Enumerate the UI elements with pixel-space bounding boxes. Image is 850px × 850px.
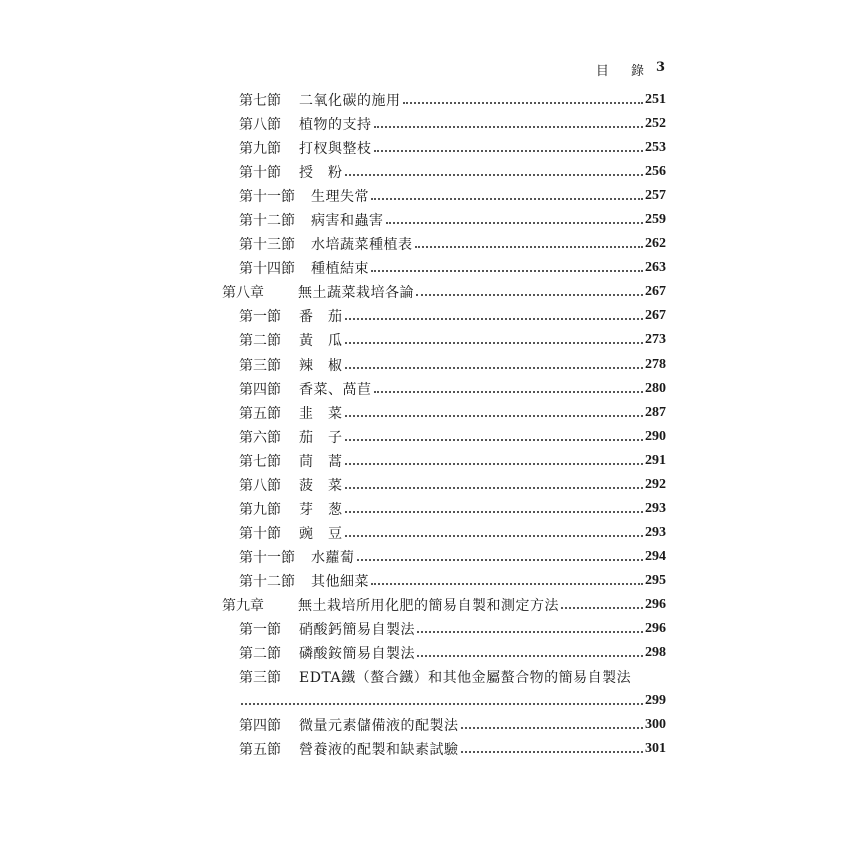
entry-page-number: 280 bbox=[645, 380, 666, 396]
entry-label: 第七節 bbox=[239, 93, 281, 110]
dot-leader bbox=[345, 487, 644, 489]
entry-label: 第十二節 bbox=[239, 213, 295, 230]
entry-label: 第七節 bbox=[239, 453, 281, 470]
entry-title: 茼 蒿 bbox=[299, 453, 343, 470]
toc-section-entry[interactable] bbox=[222, 377, 666, 401]
entry-page-number: 295 bbox=[645, 572, 666, 588]
toc-section-entry[interactable] bbox=[222, 449, 666, 473]
dot-leader bbox=[371, 270, 643, 272]
toc-section-entry[interactable] bbox=[222, 521, 666, 545]
header-page-number: 3 bbox=[655, 60, 665, 75]
toc-section-entry[interactable] bbox=[222, 353, 666, 377]
dot-leader bbox=[386, 222, 644, 224]
dot-leader bbox=[345, 511, 644, 513]
dot-leader bbox=[461, 751, 644, 753]
toc-section-entry[interactable] bbox=[222, 328, 666, 352]
entry-page-number: 251 bbox=[645, 92, 666, 108]
header-title-a: 目 bbox=[595, 64, 609, 79]
entry-label: 第九章 bbox=[222, 598, 264, 614]
entry-page-number: 300 bbox=[645, 717, 666, 733]
toc-chapter-entry[interactable] bbox=[222, 593, 666, 617]
entry-label: 第四節 bbox=[239, 718, 281, 735]
entry-label: 第二節 bbox=[239, 333, 281, 350]
entry-title: 種植結束 bbox=[311, 261, 369, 278]
toc-chapter-entry[interactable] bbox=[222, 280, 666, 304]
entry-label: 第四節 bbox=[239, 381, 281, 398]
dot-leader bbox=[561, 607, 643, 609]
entry-page-number: 267 bbox=[645, 284, 666, 300]
entry-label: 第八章 bbox=[222, 285, 264, 302]
entry-label: 第五節 bbox=[239, 742, 281, 759]
dot-leader bbox=[461, 727, 644, 729]
entry-title: 二氧化碳的施用 bbox=[299, 93, 401, 110]
dot-leader bbox=[345, 535, 644, 537]
entry-title: 無土栽培所用化肥的簡易自製和測定方法 bbox=[298, 598, 559, 614]
entry-title: 茄 子 bbox=[299, 429, 343, 446]
dot-leader bbox=[403, 102, 644, 104]
entry-label: 第十一節 bbox=[239, 189, 295, 206]
entry-title: 水培蔬菜種植表 bbox=[311, 237, 413, 254]
entry-page-number: 290 bbox=[645, 428, 666, 444]
dot-leader bbox=[241, 703, 643, 705]
entry-title: 營養液的配製和缺素試驗 bbox=[299, 742, 459, 759]
entry-title: 芽 葱 bbox=[299, 501, 343, 518]
entry-page-number: 298 bbox=[645, 645, 666, 661]
entry-title: 植物的支持 bbox=[299, 117, 372, 134]
dot-leader bbox=[371, 198, 643, 200]
entry-page-number: 263 bbox=[645, 260, 666, 276]
entry-label: 第九節 bbox=[239, 141, 281, 158]
dot-leader bbox=[374, 126, 644, 128]
entry-page-number: 292 bbox=[645, 476, 666, 492]
toc-section-entry[interactable] bbox=[222, 256, 666, 280]
toc-section-entry[interactable] bbox=[222, 545, 666, 569]
entry-title: 生理失常 bbox=[311, 189, 369, 206]
entry-label: 第八節 bbox=[239, 117, 281, 134]
dot-leader bbox=[415, 246, 644, 248]
entry-label: 第一節 bbox=[239, 622, 281, 639]
entry-label: 第十三節 bbox=[239, 237, 295, 254]
dot-leader bbox=[345, 415, 644, 417]
toc-section-entry[interactable] bbox=[222, 160, 666, 184]
entry-label: 第六節 bbox=[239, 429, 281, 446]
table-of-contents bbox=[222, 88, 666, 761]
entry-title: 菠 菜 bbox=[299, 477, 343, 494]
entry-label: 第五節 bbox=[239, 405, 281, 422]
running-header bbox=[596, 60, 665, 79]
entry-title: 微量元素儲備液的配製法 bbox=[299, 718, 459, 735]
toc-section-entry[interactable] bbox=[222, 136, 666, 160]
toc-section-entry[interactable] bbox=[222, 737, 666, 761]
dot-leader bbox=[345, 463, 644, 465]
entry-page-number: 301 bbox=[645, 741, 666, 757]
entry-label: 第十四節 bbox=[239, 261, 295, 278]
toc-section-entry[interactable] bbox=[222, 569, 666, 593]
entry-page-number: 252 bbox=[645, 116, 666, 132]
entry-label: 第三節 bbox=[239, 357, 281, 374]
entry-label: 第十節 bbox=[239, 525, 281, 542]
entry-label: 第八節 bbox=[239, 477, 281, 494]
dot-leader bbox=[357, 559, 644, 561]
toc-section-entry[interactable] bbox=[222, 665, 666, 689]
entry-title: 韭 菜 bbox=[299, 405, 343, 422]
toc-section-entry[interactable] bbox=[222, 713, 666, 737]
entry-page-number: 293 bbox=[645, 500, 666, 516]
entry-label: 第一節 bbox=[239, 309, 281, 326]
entry-label: 第十節 bbox=[239, 165, 281, 182]
entry-title: 硝酸鈣簡易自製法 bbox=[299, 622, 415, 639]
toc-section-entry[interactable] bbox=[222, 473, 666, 497]
entry-title: 打杈與整枝 bbox=[299, 141, 372, 158]
toc-section-entry[interactable] bbox=[222, 425, 666, 449]
dot-leader bbox=[417, 631, 643, 633]
entry-page-number: 256 bbox=[645, 164, 666, 180]
entry-page-number: 253 bbox=[645, 140, 666, 156]
toc-section-entry[interactable] bbox=[222, 304, 666, 328]
toc-section-entry[interactable] bbox=[222, 184, 666, 208]
entry-page-number: 267 bbox=[645, 308, 666, 324]
entry-title: 黃 瓜 bbox=[299, 333, 343, 350]
entry-title: 豌 豆 bbox=[299, 525, 343, 542]
toc-section-entry[interactable] bbox=[222, 88, 666, 112]
entry-label: 第十一節 bbox=[239, 549, 295, 566]
toc-section-entry[interactable] bbox=[222, 401, 666, 425]
entry-page-number: 273 bbox=[645, 332, 666, 348]
entry-title: 授 粉 bbox=[299, 165, 343, 182]
entry-label: 第三節 bbox=[239, 670, 281, 687]
entry-label: 第九節 bbox=[239, 501, 281, 518]
entry-title: 水蘿蔔 bbox=[311, 549, 355, 566]
dot-leader bbox=[345, 367, 644, 369]
entry-page-number: 278 bbox=[645, 356, 666, 372]
toc-section-entry[interactable] bbox=[222, 232, 666, 256]
dot-leader bbox=[345, 342, 644, 344]
entry-page-number: 299 bbox=[645, 693, 666, 709]
toc-entry-continuation bbox=[222, 689, 666, 713]
dot-leader bbox=[374, 391, 644, 393]
dot-leader bbox=[416, 294, 643, 296]
toc-section-entry[interactable] bbox=[222, 497, 666, 521]
entry-title: 病害和蟲害 bbox=[311, 213, 384, 230]
dot-leader bbox=[345, 318, 644, 320]
entry-title: EDTA鐵（螯合鐵）和其他金屬螯合物的簡易自製法 bbox=[299, 670, 632, 687]
entry-page-number: 257 bbox=[645, 188, 666, 204]
entry-page-number: 287 bbox=[645, 404, 666, 420]
entry-title: 番 茄 bbox=[299, 309, 343, 326]
dot-leader bbox=[371, 583, 643, 585]
entry-label: 第二節 bbox=[239, 646, 281, 663]
toc-section-entry[interactable] bbox=[222, 617, 666, 641]
entry-page-number: 296 bbox=[645, 597, 666, 612]
dot-leader bbox=[345, 174, 644, 176]
entry-title: 無土蔬菜栽培各論 bbox=[298, 285, 414, 302]
entry-title: 辣 椒 bbox=[299, 357, 343, 374]
toc-section-entry[interactable] bbox=[222, 208, 666, 232]
entry-page-number: 296 bbox=[645, 621, 666, 637]
entry-page-number: 294 bbox=[645, 548, 666, 564]
dot-leader bbox=[374, 150, 644, 152]
entry-title: 香菜、萵苣 bbox=[299, 381, 372, 398]
entry-label: 第十二節 bbox=[239, 573, 295, 590]
entry-page-number: 259 bbox=[645, 212, 666, 228]
header-title-b: 錄 bbox=[630, 64, 644, 79]
entry-page-number: 262 bbox=[645, 236, 666, 252]
toc-section-entry[interactable] bbox=[222, 641, 666, 665]
dot-leader bbox=[345, 439, 644, 441]
entry-page-number: 293 bbox=[645, 524, 666, 540]
toc-section-entry[interactable] bbox=[222, 112, 666, 136]
entry-title: 磷酸銨簡易自製法 bbox=[299, 646, 415, 663]
entry-page-number: 291 bbox=[645, 452, 666, 468]
entry-title: 其他細菜 bbox=[311, 573, 369, 590]
dot-leader bbox=[417, 655, 643, 657]
